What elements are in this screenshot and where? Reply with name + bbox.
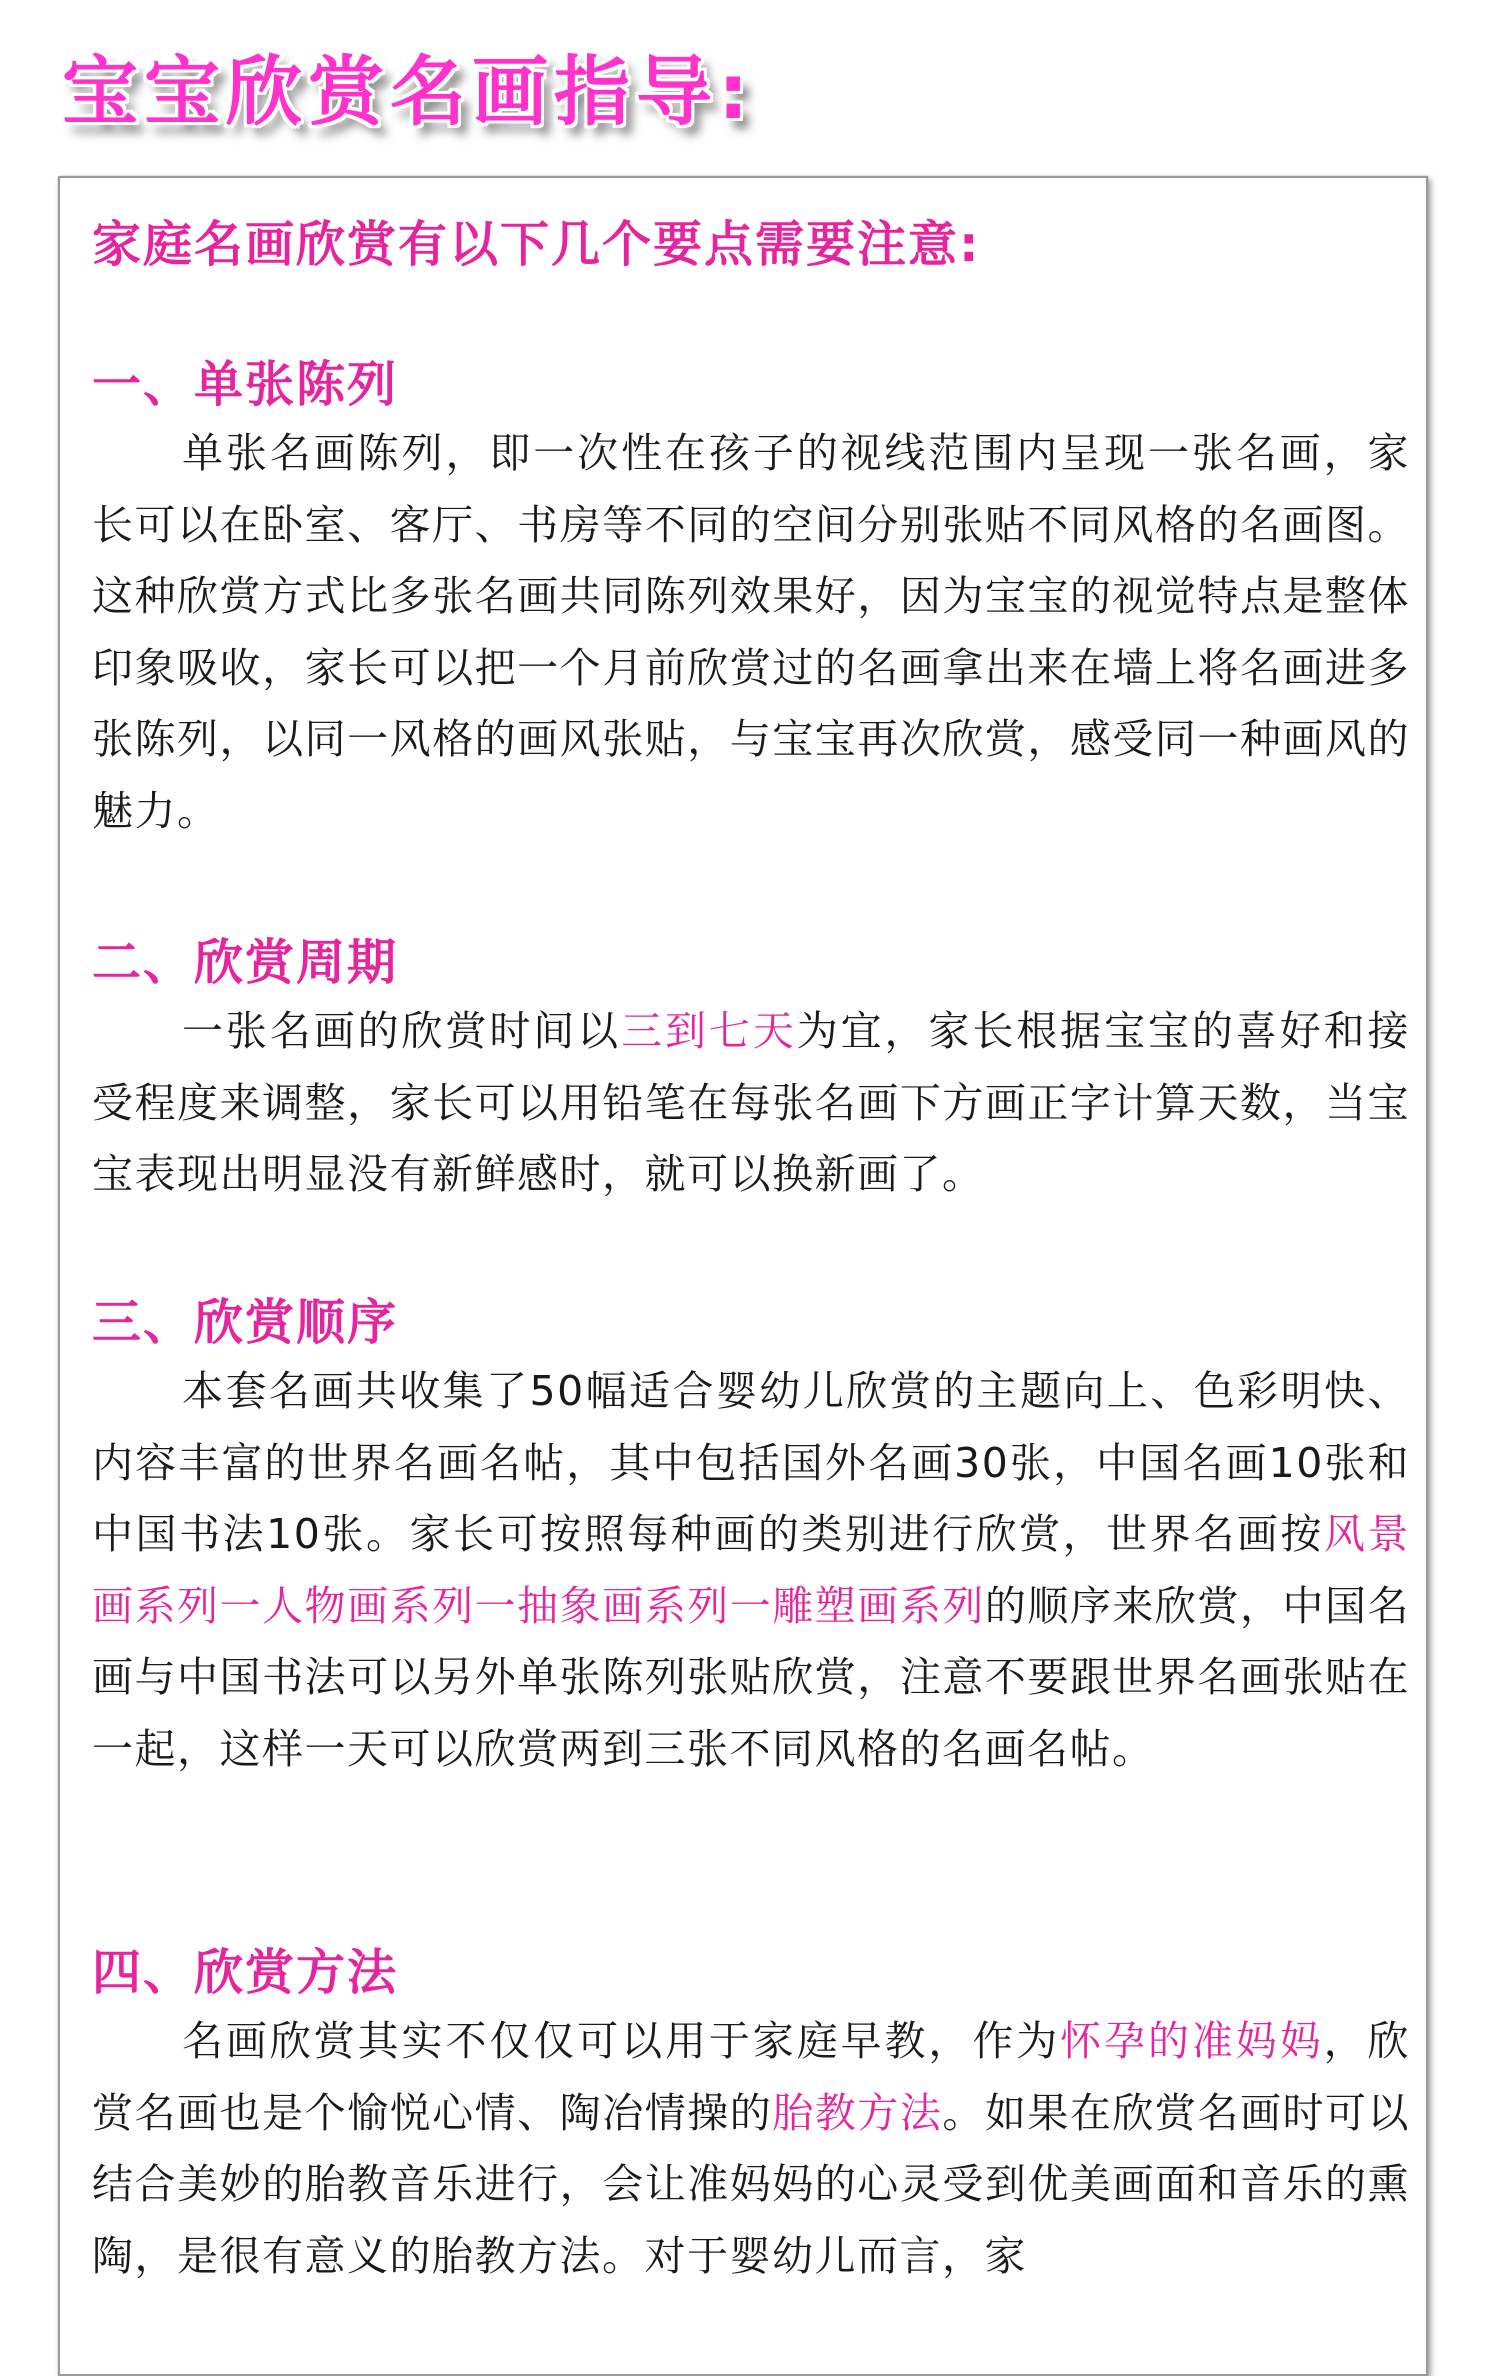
intro-heading: 家庭名画欣赏有以下几个要点需要注意: [92, 216, 981, 273]
highlight-text: 胎教方法 [772, 2088, 943, 2137]
body-text: 的顺序来欣赏，中国名画与中国书法可以另外单张陈列张贴欣赏，注意不要跟世界名画张贴在一起，这样一天可以欣赏两到三张不同风格的名画名帖。 [92, 1581, 1411, 1773]
body-text: 为宜，家长根据宝宝的喜好和接受程度来调整，家长可以用铅笔在每张名画下方画正字计算天数，当宝宝表现出明显没有新鲜感时，就可以换新画了。 [92, 1007, 1411, 1198]
section-heading: 三、欣赏顺序 [92, 1294, 399, 1351]
highlight-text: 三到七天 [621, 1007, 797, 1055]
section-viewing-cycle [92, 930, 1410, 1211]
body-text: 。如果在欣赏名画时可以结合美妙的胎教音乐进行，会让准妈妈的心灵受到优美画面和音乐的熏陶，是很有意义的胎教方法。对于婴幼儿而言，家 [92, 2088, 1411, 2280]
section-single-display [92, 352, 1410, 847]
body-text: 一张名画的欣赏时间以 [182, 1007, 622, 1055]
highlight-text: 怀孕的准妈妈 [1060, 2017, 1324, 2065]
body-text: 本套名画共收集了50幅适合婴幼儿欣赏的主题向上、色彩明快、内容丰富的世界名画名帖，其中包括国外名画30张，中国名画10张和中国书法10张。家长可按照每种画的类别进行欣赏，世界名画按 [92, 1367, 1410, 1558]
page-title: 宝宝欣赏名画指导: [62, 47, 755, 136]
section-body [92, 996, 1410, 1211]
body-text: 名画欣赏其实不仅仅可以用于家庭早教，作为 [182, 2017, 1061, 2065]
section-body: 单张名画陈列，即一次性在孩子的视线范围内呈现一张名画，家长可以在卧室、客厅、书房等不同的空间分别张贴不同风格的名画图。这种欣赏方式比多张名画共同陈列效果好，因为宝宝的视觉特点是整体印象吸收，家长可以把一个月前欣赏过的名画拿出来在墙上将名画进多张陈列，以同一风格的画风张贴，与宝宝再次欣赏，感受同一种画风的魅力。 [92, 429, 1410, 835]
highlight-text: 风景画系列一人物画系列一抽象画系列一雕塑画系列 [92, 1510, 1410, 1630]
section-body [92, 1356, 1410, 1785]
section-heading: 一、单张陈列 [92, 356, 399, 413]
section-viewing-method [92, 1940, 1410, 2292]
body-text: ，欣赏名画也是个愉悦心情、陶冶情操的 [92, 2017, 1411, 2137]
section-viewing-order [92, 1290, 1410, 1785]
section-heading: 二、欣赏周期 [92, 934, 399, 991]
section-body [92, 2006, 1410, 2292]
section-heading: 四、欣赏方法 [92, 1944, 399, 2001]
